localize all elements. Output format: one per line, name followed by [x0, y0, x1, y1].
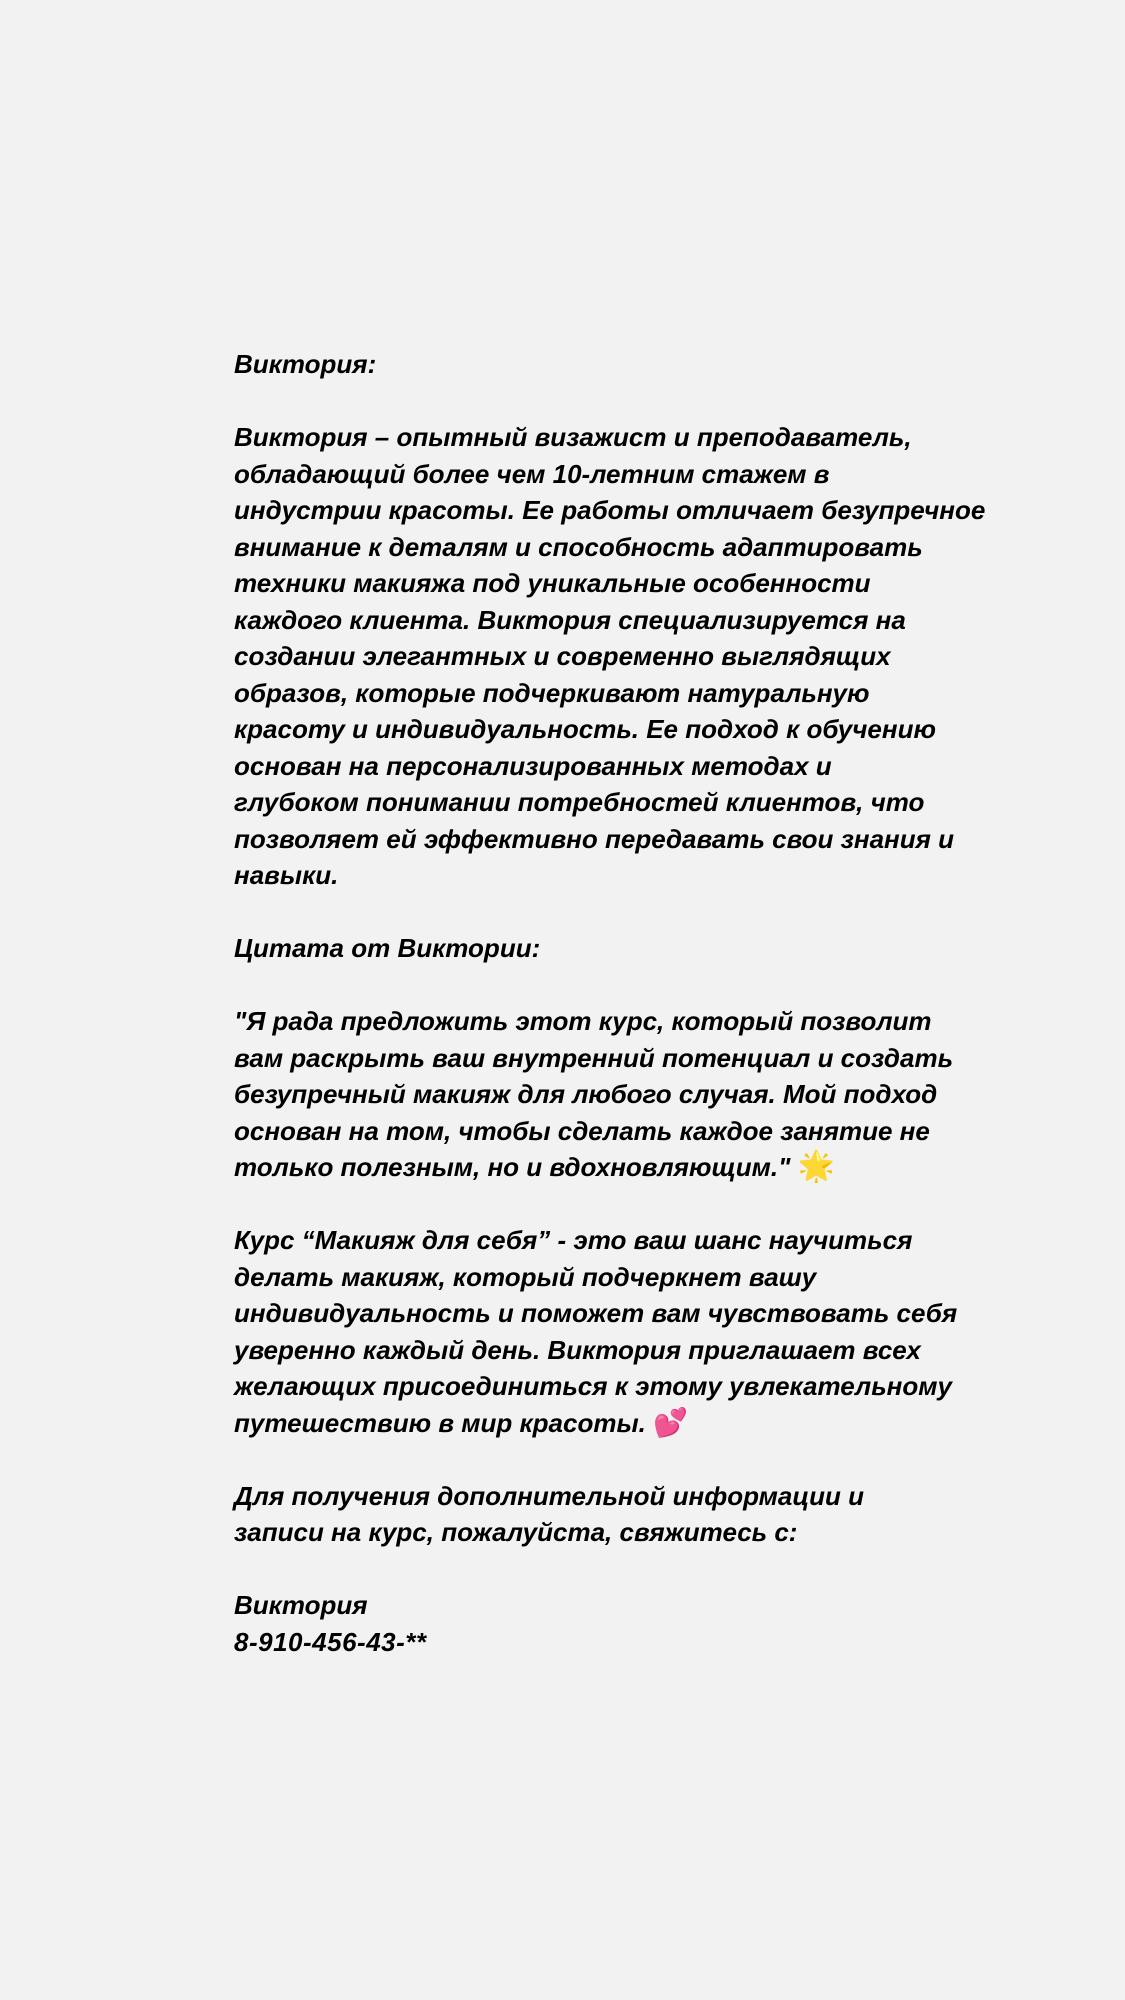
bio-line: глубоком понимании потребностей клиентов, что: [234, 787, 925, 817]
quote-line: основан на том, чтобы сделать каждое занятие не: [234, 1115, 930, 1146]
bio-line: каждого клиента. Виктория специализируется на: [234, 604, 906, 635]
bio-paragraph: [234, 419, 994, 894]
course-paragraph: [234, 1222, 994, 1441]
two-hearts-icon: 💕: [653, 1405, 689, 1439]
spacer: [234, 894, 994, 931]
bio-line: обладающий более чем 10-летним стажем в: [234, 458, 830, 489]
spacer: [234, 1441, 994, 1478]
name-heading: Виктория:: [234, 349, 377, 379]
spacer: [234, 967, 994, 1004]
contact-intro-paragraph: [234, 1478, 994, 1551]
bio-line: образов, которые подчеркивают натуральную: [234, 677, 870, 708]
bio-line: внимание к деталям и способность адаптировать: [234, 531, 923, 562]
spacer: [234, 1186, 994, 1223]
quote-line: вам раскрыть ваш внутренний потенциал и создать: [234, 1042, 954, 1073]
quote-line: "Я рада предложить этот курс, который позволит: [234, 1006, 932, 1036]
glowing-star-icon: 🌟: [797, 1149, 836, 1184]
course-line: делать макияж, который подчеркнет вашу: [234, 1261, 817, 1292]
post-text: [234, 346, 994, 1660]
course-line: уверенно каждый день. Виктория приглашает всех: [234, 1334, 921, 1365]
spacer: [234, 1551, 994, 1588]
spacer: [234, 383, 994, 420]
contact-phone: 8-910-456-43-**: [234, 1626, 427, 1657]
bio-line: создании элегантных и современно выглядящих: [234, 641, 891, 671]
bio-line: навыки.: [234, 860, 339, 890]
contact-block: [234, 1587, 994, 1660]
bio-line: позволяет ей эффективно передавать свои знания и: [234, 823, 955, 854]
bio-line: основан на персонализированных методах и: [234, 750, 832, 781]
quote-line: безупречный макияж для любого случая. Мой подход: [234, 1079, 938, 1109]
quote-heading: Цитата от Виктории:: [234, 933, 541, 963]
bio-line: Виктория – опытный визажист и преподаватель,: [234, 422, 912, 452]
course-line: Курс “Макияж для себя” - это ваш шанс научиться: [234, 1225, 913, 1255]
bio-line: индустрии красоты. Ее работы отличает безупречное: [234, 495, 986, 525]
quote-paragraph: [234, 1003, 994, 1186]
course-line: индивидуальность и поможет вам чувствовать себя: [234, 1298, 958, 1328]
quote-line: только полезным, но и вдохновляющим.": [234, 1152, 791, 1182]
contact-intro-line: Для получения дополнительной информации и: [234, 1480, 864, 1511]
course-line: путешествию в мир красоты.: [234, 1407, 646, 1438]
contact-intro-line: записи на курс, пожалуйста, свяжитесь с:: [234, 1517, 798, 1547]
contact-name: Виктория: [234, 1590, 368, 1620]
course-line: желающих присоединиться к этому увлекательному: [234, 1371, 952, 1401]
bio-line: техники макияжа под уникальные особенности: [234, 568, 871, 598]
bio-line: красоту и индивидуальность. Ее подход к обучению: [234, 714, 936, 744]
